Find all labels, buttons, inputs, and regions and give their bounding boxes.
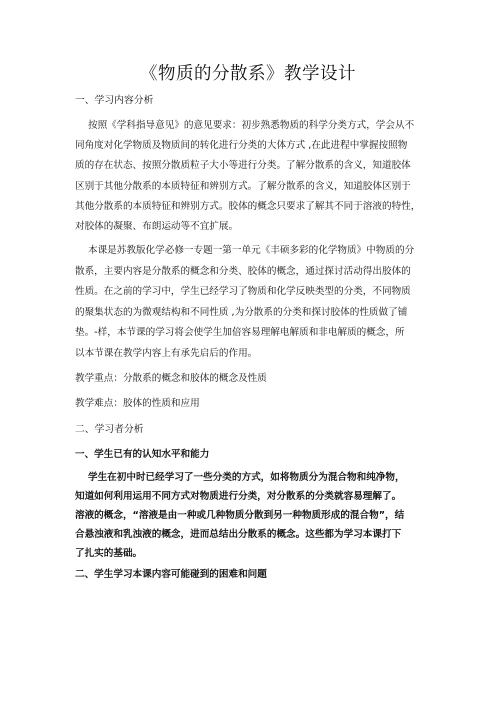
paragraph-line: 溶液的概念，“溶液是由一种或几种物质分散到另一种物质形成的混合物”，结: [75, 510, 405, 521]
section-heading-learner-analysis: 二、学习者分析: [75, 424, 144, 435]
paragraph-line: 以本节课在教学内容上有承先启后的作用。: [75, 348, 258, 359]
paragraph-line: 垫。-样，本节课的学习将会使学生加倍容易理解电解质和非电解质的概念，所: [75, 327, 405, 338]
section-heading-content-analysis: 一、学习内容分析: [75, 95, 154, 106]
teaching-key-point: 教学重点：分散系的概念和胶体的概念及性质: [75, 373, 267, 384]
paragraph-line: 质的存在状态、按照分散质粒子大小等进行分类。了解分散系的含义，知道胶体: [75, 160, 411, 171]
teaching-difficulty: 教学难点：胶体的性质和应用: [75, 398, 200, 409]
paragraph-line: 区别于其他分散系的本质特征和辨别方式。了解分散系的含义，知道胶体区别于: [75, 181, 411, 192]
paragraph-line: 合悬浊液和乳浊液的概念，进而总结出分散系的概念。这些都为学习本课打下: [75, 529, 402, 540]
paragraph-line: 同角度对化学物质及物质间的转化进行分类的大体方式 ,在此进程中掌握按照物: [75, 140, 408, 151]
paragraph-line: 的聚集状态的为微观结构和不同性质 ,为分散系的分类和探讨胶体的性质做了铺: [75, 307, 408, 318]
paragraph-line: 了扎实的基础。: [75, 548, 143, 559]
paragraph-line: 知道如何利用运用不同方式对物质进行分类，对分散系的分类就容易理解了。: [75, 491, 402, 502]
paragraph-line: 按照《学科指导意见》的意见要求：初步熟悉物质的科学分类方式，学会从不: [88, 120, 415, 131]
paragraph-line: 对胶体的凝聚、布朗运动等不宜扩展。: [75, 221, 239, 232]
paragraph-line: 学生在初中时已经学习了一些分类的方式，如将物质分为混合物和纯净物，: [88, 472, 405, 483]
paragraph-line: 其他分散系的本质特征和辨别方式。胶体的概念只要求了解其不同于溶液的特性，: [75, 201, 421, 212]
paragraph-line: 本课是苏教版化学必修一专题一第一单元《丰硕多彩的化学物质》中物质的分: [88, 245, 415, 256]
paragraph-line: 散系，主要内容是分散系的概念和分类、胶体的概念，通过探讨活动得出胶体的: [75, 266, 411, 277]
document-title: 《物质的分散系》教学设计: [140, 64, 356, 84]
subheading-difficulties: 二、学生学习本课内容可能碰到的困难和问题: [75, 569, 267, 580]
subheading-existing-ability: 一、学生已有的认知水平和能力: [75, 449, 210, 460]
paragraph-line: 性质。在之前的学习中，学生已经学习了物质和化学反映类型的分类，不同物质: [75, 286, 411, 297]
